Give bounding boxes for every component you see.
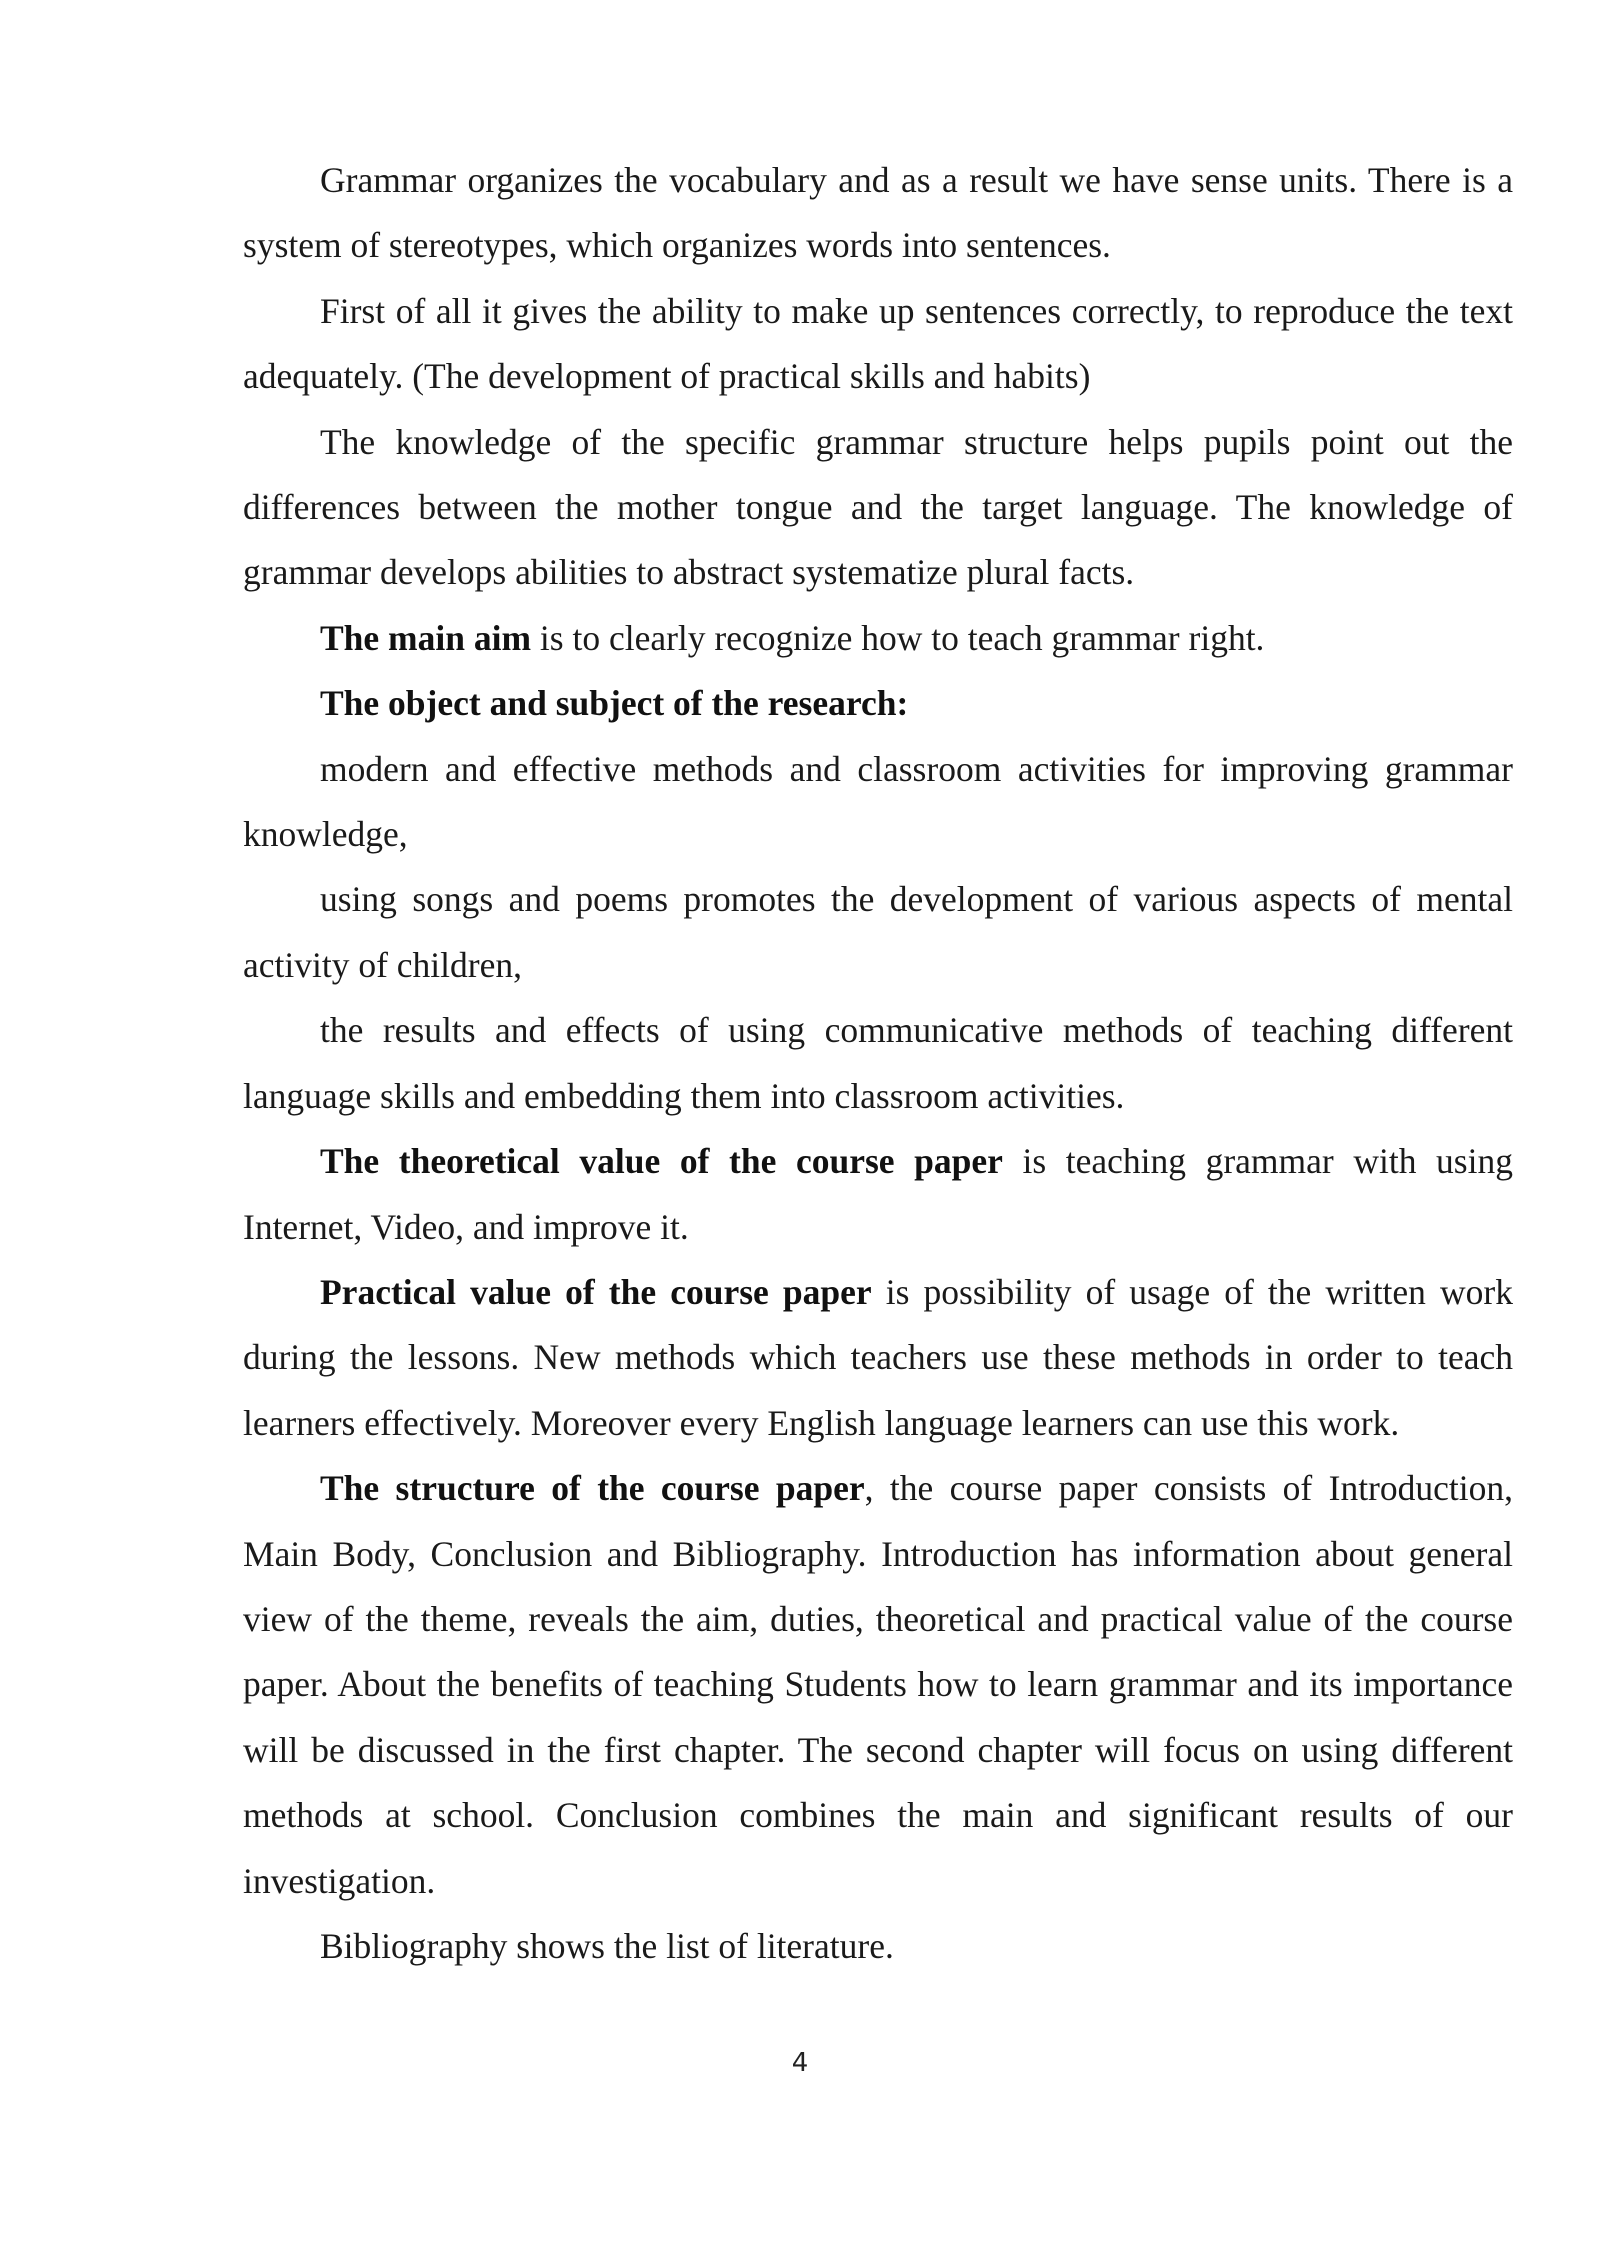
structure-heading: The structure of the course paper [320,1468,865,1509]
paragraph-main-aim [243,606,1513,671]
paragraph-theoretical-value [243,1129,1513,1260]
paragraph-first-of-all [243,279,1513,410]
paragraph-text: the results and effects of using communicative methods of teaching different language skills and embedding them into classroom activities. [243,1010,1513,1116]
theoretical-value-heading: The theoretical value of the course paper [320,1141,1003,1182]
paragraph-text: modern and effective methods and classroom activities for improving grammar knowledge, [243,748,1513,855]
page-number: 4 [791,2048,809,2078]
main-aim-heading: The main aim [320,617,532,658]
paragraph-bibliography [243,1914,1513,1979]
paragraph-modern-methods [243,737,1513,868]
paragraph-text: is teaching grammar with using Internet, Video, and improve it. [243,1141,1513,1247]
paragraph-text: is to clearly recognize how to teach grammar right. [531,617,1265,658]
paragraph-text: The knowledge of the specific grammar structure helps pupils point out the differences between the mother tongue and the target language. The knowledge of grammar develops abilities to abstract systematize plural facts. [243,421,1513,593]
body-text [243,148,1513,1979]
paragraph-text: First of all it gives the ability to make up sentences correctly, to reproduce the text adequately. (The development of practical skills and habits) [243,290,1513,397]
paragraph-text: Grammar organizes the vocabulary and as a result we have sense units. There is a system of stereotypes, which organizes words into sentences. [243,160,1513,266]
paragraph-text: using songs and poems promotes the development of various aspects of mental activity of children, [243,879,1513,985]
paragraph-grammar-organizes [243,148,1513,279]
paragraph-practical-value [243,1260,1513,1456]
paragraph-structure [243,1456,1513,1914]
paragraph-knowledge-of-grammar [243,410,1513,606]
paragraph-text: , the course paper consists of Introduction, Main Body, Conclusion and Bibliography. Introduction has information about general view of the theme, reveals the aim, duties, theoretical and practical value of the course paper. About the benefits of teaching Students how to learn grammar and its importance will be discussed in the first chapter. The second chapter will focus on using different methods at school. Conclusion combines the main and significant results of our investigation. [243,1468,1513,1901]
practical-value-heading: Practical value of the course paper [320,1271,872,1312]
paragraph-songs-poems [243,867,1513,998]
paragraph-object-subject [243,671,1513,736]
paragraph-text: is possibility of usage of the written work during the lessons. New methods which teachers use these methods in order to teach learners effectively. Moreover every English language learners can use this work. [243,1271,1513,1443]
paragraph-text: Bibliography shows the list of literature. [320,1925,894,1966]
paragraph-communicative-methods [243,998,1513,1129]
object-subject-heading: The object and subject of the research: [320,683,909,724]
